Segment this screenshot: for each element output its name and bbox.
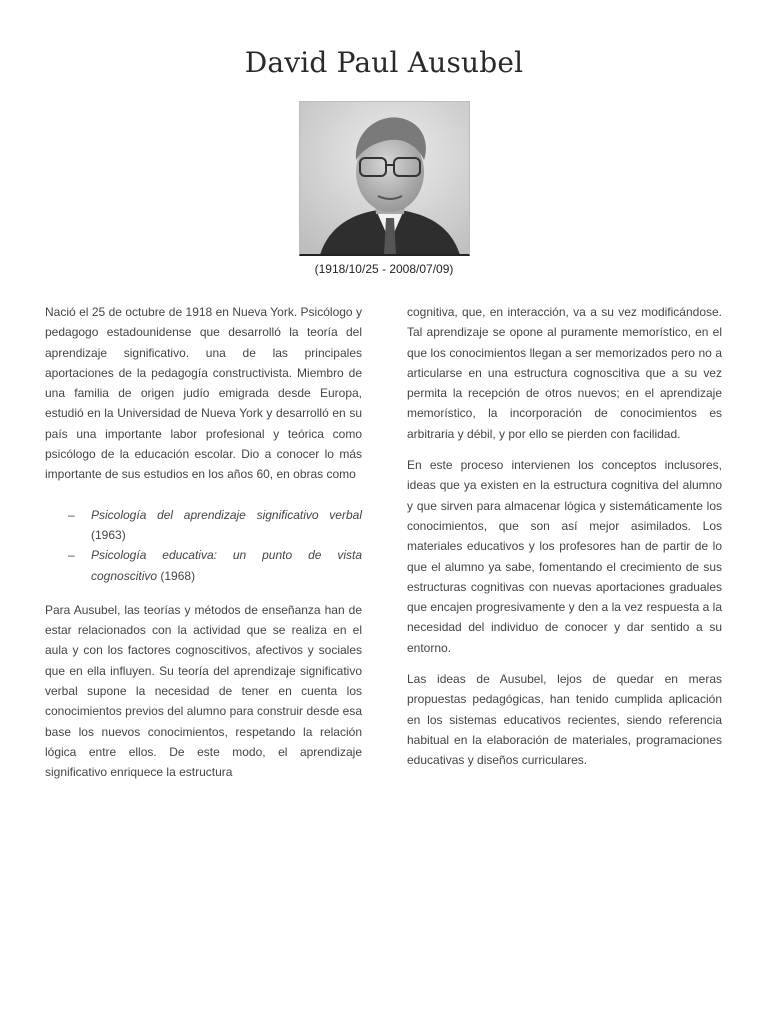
works-list bbox=[45, 505, 362, 586]
continuation-paragraph: cognitiva, que, en interacción, va a su vez modificándose. Tal aprendizaje se opone al puramente memorístico, en el que los conocimientos llegan a ser memorizados pero no a articularse en una estructura cognoscitiva que a su vez permita la recepción de otros nuevos; en el aprendizaje memorístico, la incorporación de conocimientos es arbitraria y débil, y por ello se pierden con facilidad. bbox=[407, 305, 722, 441]
list-item bbox=[45, 505, 362, 546]
work-title: Psicología educativa: un punto de vista cognoscitivo bbox=[91, 548, 362, 583]
dash-bullet: – bbox=[68, 548, 75, 563]
dash-bullet: – bbox=[68, 507, 75, 522]
application-paragraph: Las ideas de Ausubel, lejos de quedar en meras propuestas pedagógicas, han tenido cumplida aplicación en los sistemas educativos recientes, siendo referencia habitual en la elaboración de materiales, programaciones educativas y diseños curriculares. bbox=[407, 672, 722, 768]
right-column bbox=[407, 302, 722, 782]
inclusive-concepts-paragraph: En este proceso intervienen los conceptos inclusores, ideas que ya existen en la estructura cognitiva del alumno y que sirven para almacenar lógica y sistemáticamente los conocimientos, que son así mejor asimilados. Los materiales educativos y los profesores han de partir de lo que el alumno ya sabe, fomentando el crecimiento de sus estructuras cognitivas con nuevas aportaciones graduales que encajen progresivamente y den a la vez respuesta a la necesidad del individuo de conocer y dar sentido a su entorno. bbox=[407, 458, 722, 655]
theory-paragraph: Para Ausubel, las teorías y métodos de enseñanza han de estar relacionados con la actividad que se realiza en el aula y con los factores cognoscitivos, afectivos y sociales que en ella influyen. Su teoría del aprendizaje significativo verbal supone la necesidad de tener en cuenta los conocimientos previos del alumno para construir desde esa base los nuevos conocimientos, respetando la relación lógica entre ellos. De este modo, el aprendizaje significativo enriquece la estructura bbox=[45, 602, 362, 780]
left-column bbox=[45, 302, 362, 794]
life-dates: (1918/10/25 - 2008/07/09) bbox=[314, 262, 454, 276]
page-title: David Paul Ausubel bbox=[244, 46, 524, 79]
work-year: (1968) bbox=[160, 568, 196, 583]
work-year: (1963) bbox=[91, 527, 126, 542]
work-title: Psicología del aprendizaje significativo verbal bbox=[91, 507, 362, 522]
list-item bbox=[45, 545, 362, 586]
portrait-icon bbox=[300, 102, 469, 255]
portrait-photo bbox=[299, 101, 470, 256]
intro-paragraph: Nació el 25 de octubre de 1918 en Nueva York. Psicólogo y pedagogo estadounidense que desarrolló la teoría del aprendizaje significativo. una de las principales aportaciones de la pedagogía constructivista. Miembro de una familia de origen judío emigrada desde Europa, estudió en la Universidad de Nueva York y desarrolló en su país una importante labor profesional y teórica como psicólogo de la educación escolar. Dio a conocer lo más importante de sus estudios en los años 60, en obras como bbox=[45, 305, 362, 482]
